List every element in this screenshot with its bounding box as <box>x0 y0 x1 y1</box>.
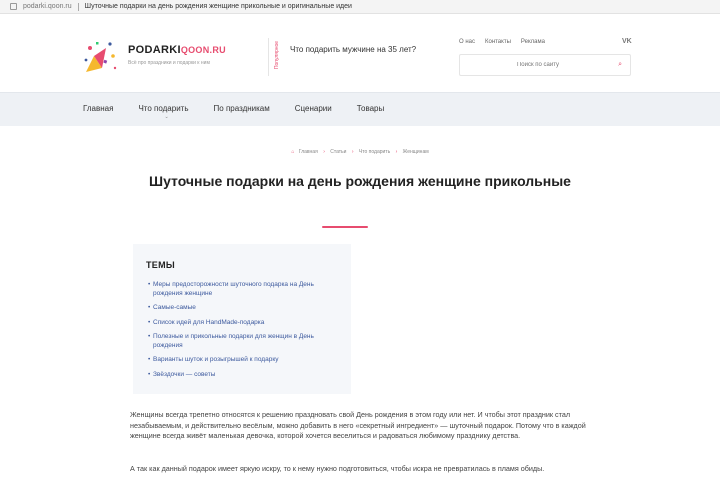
breadcrumb-arrow-icon: › <box>351 149 354 155</box>
page-tab-title: Шуточные подарки на день рождения женщине прикольные и оригинальные идеи <box>84 3 352 10</box>
logo-name-main: PODARKI <box>128 44 181 56</box>
site-logo-name[interactable] <box>128 44 226 56</box>
toc-item[interactable]: • Варианты шуток и розыгрышей к подарку <box>148 356 343 365</box>
main-nav <box>0 92 720 126</box>
site-header <box>0 14 720 92</box>
page-info-icon[interactable] <box>10 3 17 10</box>
table-of-contents <box>133 244 351 394</box>
breadcrumb-item-women[interactable]: Женщинам <box>402 149 429 155</box>
toc-item[interactable]: • Список идей для HandMade-подарка <box>148 319 343 328</box>
breadcrumb-arrow-icon: › <box>395 149 398 155</box>
search-box[interactable] <box>459 54 631 76</box>
toc-item[interactable]: • Полезные и прикольные подарки для женщин в День рождения <box>148 333 343 350</box>
home-icon[interactable]: ⌂ <box>291 149 295 155</box>
address-separator <box>78 3 79 11</box>
nav-item-holidays[interactable]: По праздникам <box>213 104 270 113</box>
nav-item-products[interactable]: Товары <box>356 104 385 113</box>
popular-label: Популярное <box>274 40 280 70</box>
toc-item[interactable]: • Звёздочки — советы <box>148 371 343 380</box>
breadcrumb-item-home[interactable]: Главная <box>298 149 318 155</box>
article-paragraph: А так как данный подарок имеет яркую искру, то к нему нужно подготовиться, чтобы искра не превратилась в пламя обиды. <box>130 464 545 473</box>
address-url[interactable]: podarki.qoon.ru <box>23 3 72 10</box>
breadcrumb <box>0 149 720 155</box>
top-links <box>459 39 545 45</box>
nav-item-what-to-give[interactable] <box>138 104 189 120</box>
nav-item-scenarios[interactable]: Сценарии <box>294 104 332 113</box>
chevron-down-icon: ⌄ <box>164 114 169 120</box>
page-title: Шуточные подарки на день рождения женщине прикольные <box>149 173 571 189</box>
breadcrumb-item-what-to-give[interactable]: Что подарить <box>358 149 391 155</box>
toc-item[interactable]: • Самые-самые <box>148 304 343 313</box>
top-link-ads[interactable]: Реклама <box>520 39 545 45</box>
vk-icon[interactable]: VK <box>622 38 632 45</box>
toc-item[interactable]: • Меры предосторожности шуточного подарка на День рождения женщине <box>148 281 343 298</box>
search-input[interactable] <box>468 62 608 68</box>
article-paragraph: Женщины всегда трепетно относятся к решению праздновать свой День рождения в этом году или нет. И чтобы этот праздник стал незабываемым, и действительно весёлым, можно добавить в него «секретный ингредиент» — шуточный подарок. Потому что в каждой женщине всегда живёт маленькая девочка, которой хочется веселиться и радоваться любимому празднику детства. <box>130 410 586 440</box>
logo-tagline: Всё про праздники и подарки к ним <box>128 60 210 66</box>
nav-item-home[interactable]: Главная <box>83 104 114 113</box>
nav-item-what-to-give-label: Что подарить <box>138 104 189 113</box>
popular-article-link[interactable]: Что подарить мужчине на 35 лет? <box>290 45 417 54</box>
top-link-about[interactable]: О нас <box>459 39 475 45</box>
title-underline <box>322 226 368 228</box>
gift-logo-icon[interactable] <box>80 38 120 78</box>
logo-name-suffix: QOON.RU <box>180 45 226 55</box>
toc-heading: ТЕМЫ <box>146 260 176 270</box>
top-link-contacts[interactable]: Контакты <box>484 39 511 45</box>
breadcrumb-arrow-icon: › <box>323 149 325 155</box>
breadcrumb-item-articles[interactable]: Статьи <box>330 149 347 155</box>
header-divider <box>268 38 269 76</box>
browser-address-bar[interactable] <box>0 0 720 14</box>
search-icon[interactable]: ⌕ <box>618 61 622 68</box>
